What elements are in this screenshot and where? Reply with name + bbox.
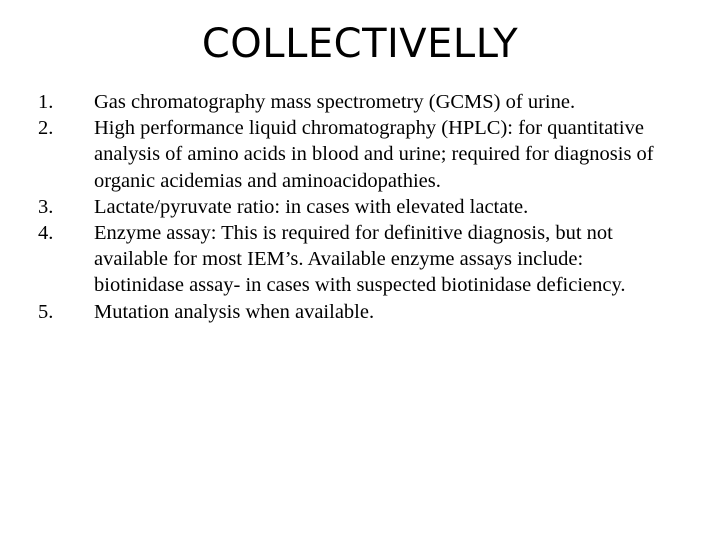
list-item [36,194,676,220]
list-item-number: 4. [38,222,54,245]
list-item-text: Enzyme assay: This is required for definitive diagnosis, but not available for most IEM’s. Available enzyme assays include: biotinidase assay- in cases with suspected biotinidase deficiency. [94,222,626,297]
list-item-number: 1. [38,91,54,113]
list-item [36,220,676,299]
list-item-number: 2. [38,117,54,140]
list-item-number: 5. [38,300,54,323]
list-item [36,115,676,194]
list-item-text: High performance liquid chromatography (HPLC): for quantitative analysis of amino acids in blood and urine; required for diagnosis of organic acidemias and aminoacidopathies. [94,117,654,192]
numbered-list [36,89,676,325]
list-item-text: Mutation analysis when available. [94,300,375,323]
list-item [36,299,676,325]
slide-title: COLLECTIVELLY [201,21,519,67]
list-item-text: Lactate/pyruvate ratio: in cases with elevated lactate. [94,195,529,218]
list-item [36,89,676,115]
list-item-text: Gas chromatography mass spectrometry (GCMS) of urine. [94,91,576,113]
list-item-number: 3. [38,195,54,218]
